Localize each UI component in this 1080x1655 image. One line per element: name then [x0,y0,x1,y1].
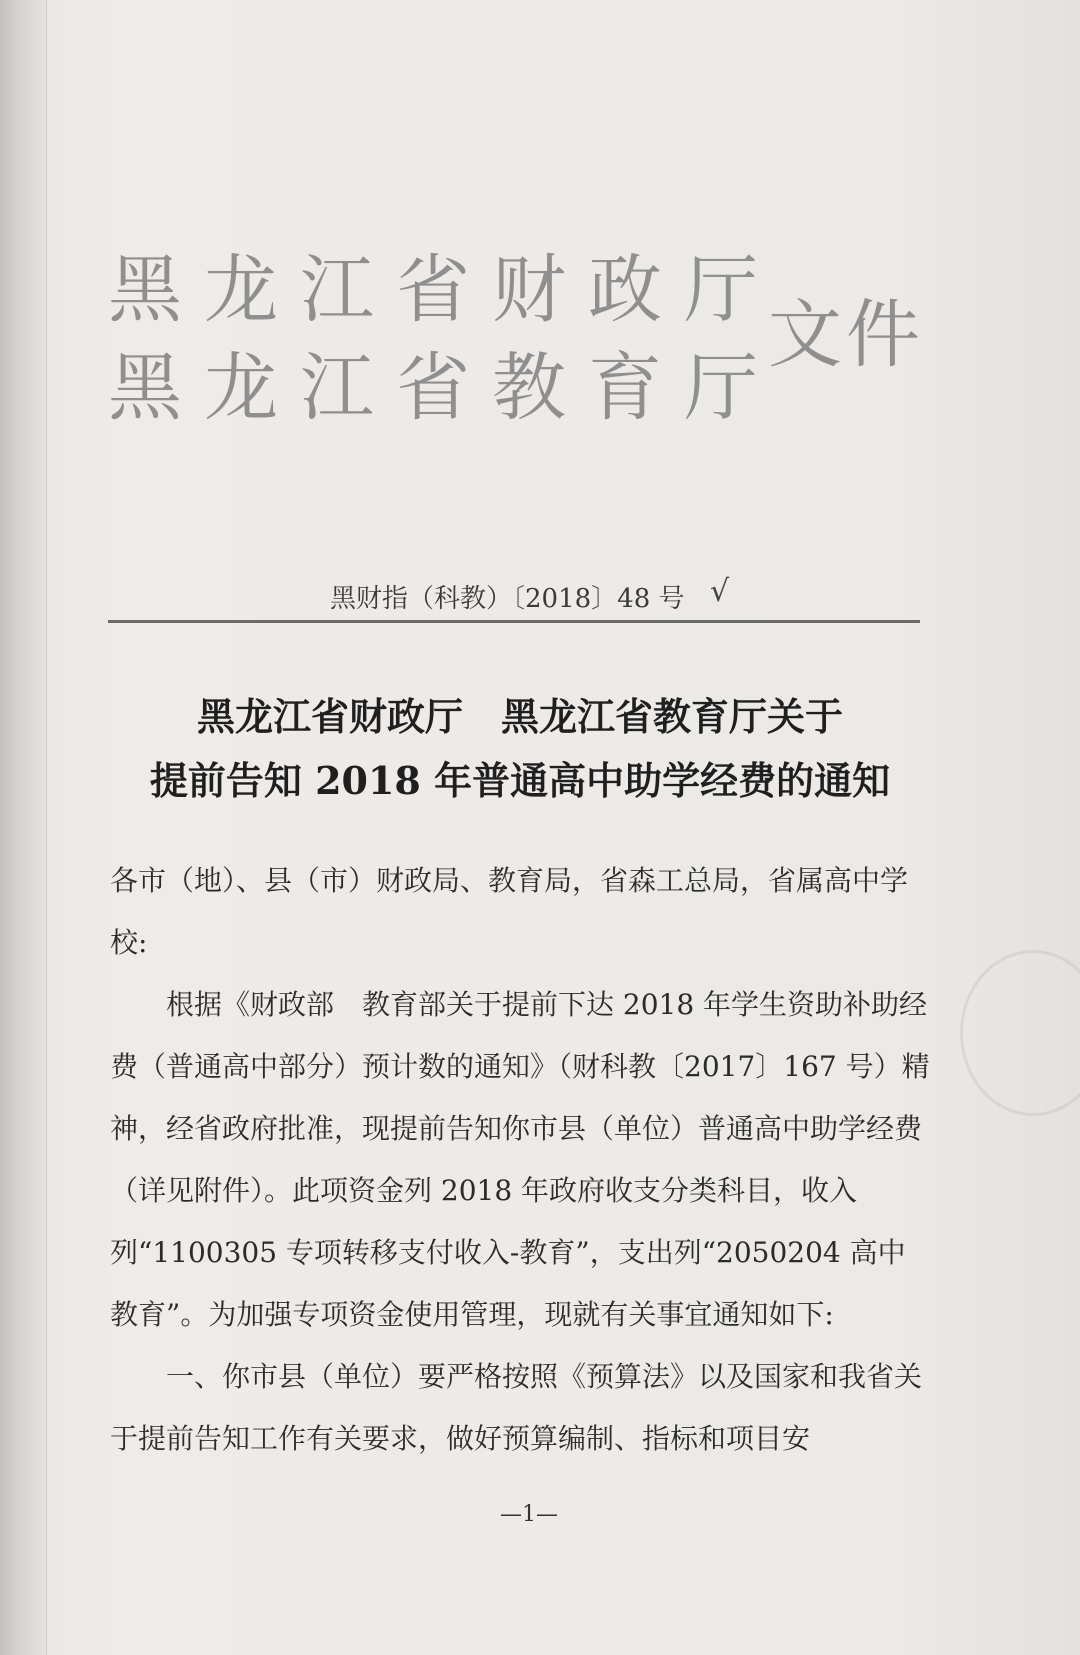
title-line-2: 提前告知 2018 年普通高中助学经费的通知 [149,758,891,803]
issuer-line-education: 黑龙江省教育厅 [108,345,780,431]
title-line-1: 黑龙江省财政厅 黑龙江省教育厅关于 [196,694,843,739]
document-body [110,850,930,1470]
issuer-line-finance: 黑龙江省财政厅 [108,247,780,333]
document-title [100,685,940,813]
body-paragraph-1: 根据《财政部 教育部关于提前下达 2018 年学生资助补助经费（普通高中部分）预计数的通知》（财科教〔2017〕167 号）精神，经省政府批准，现提前告知你市县（单位）普通高中助学经费（详见附件）。此项资金列 2018 年政府收支分类科目，收入列“1100305 专项转移支付收入-教育”，支出列“2050204 高中教育”。为加强专项资金使用管理，现就有关事宜通知如下: [110,988,930,1331]
faint-seal-mark [960,950,1080,1116]
body-paragraph-2: 一、你市县（单位）要严格按照《预算法》以及国家和我省关于提前告知工作有关要求，做好预算编制、指标和项目安 [110,1360,923,1455]
addressee: 各市（地）、县（市）财政局、教育局，省森工总局，省属高中学校: [110,864,909,959]
document-number: 黑财指（科教）〔2018〕48 号 [330,584,685,614]
handwritten-check-mark: √ [710,574,730,609]
binding-edge [0,0,47,1655]
page-number: —1— [500,1502,558,1527]
header-rule [108,620,920,623]
issuer-header [108,247,928,440]
issuer-suffix: 文件 [768,292,924,378]
